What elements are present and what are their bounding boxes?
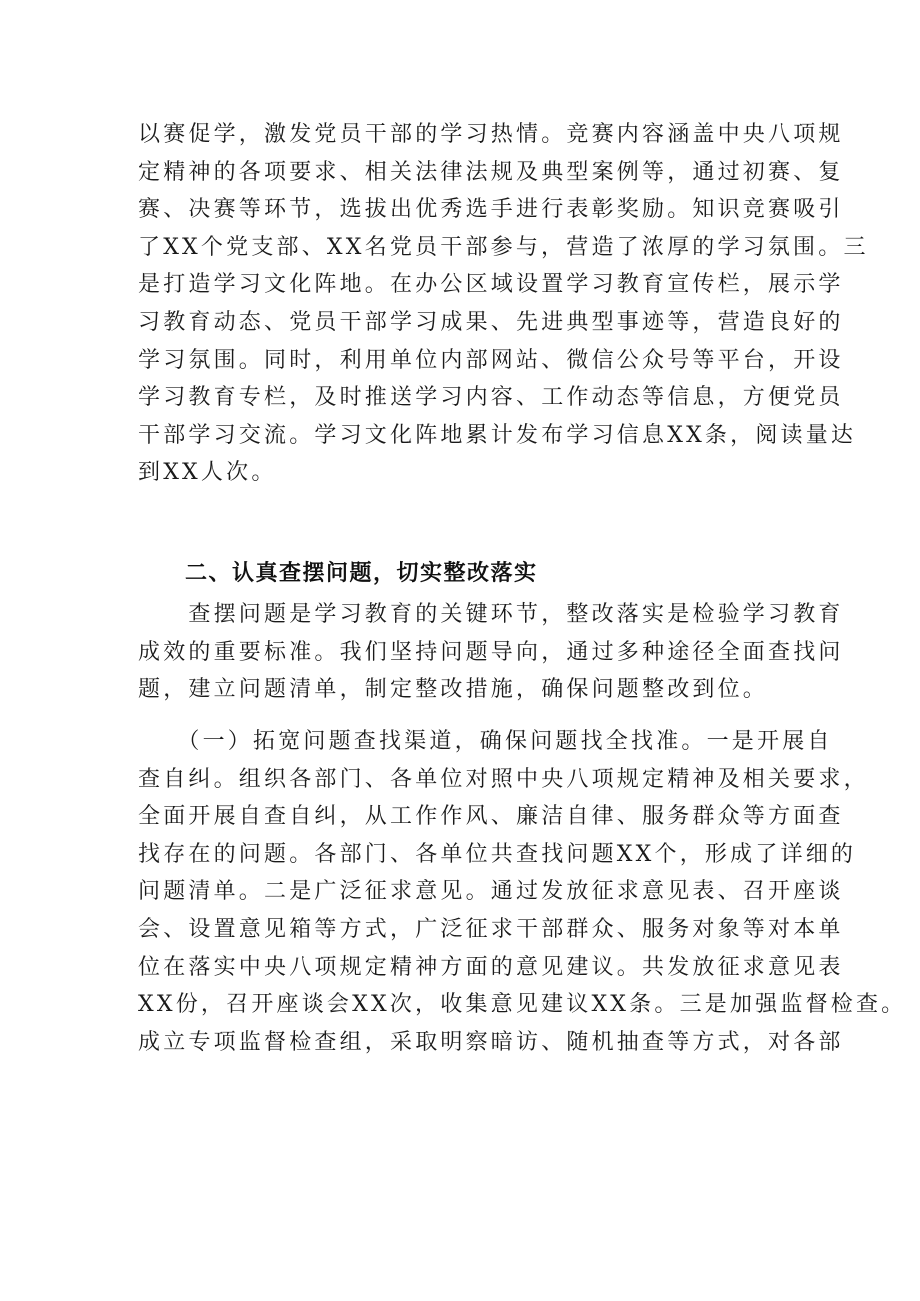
text-line: 到XX人次。 [138, 460, 277, 486]
text-line: 查自纠。组织各部门、各单位对照中央八项规定精神及相关要求， [138, 766, 869, 792]
text-line: 会、设置意见箱等方式，广泛征求干部群众、服务对象等对本单 [138, 916, 844, 942]
text-line: 干部学习交流。学习文化阵地累计发布学习信息XX条，阅读量达 [138, 422, 857, 448]
text-line: 赛、决赛等环节，选拔出优秀选手进行表彰奖励。知识竞赛吸引 [138, 197, 844, 223]
text-line: 位在落实中央八项规定精神方面的意见建议。共发放征求意见表 [138, 954, 844, 980]
text-line: 题，建立问题清单，制定整改措施，确保问题整改到位。 [138, 677, 769, 703]
text-line: 查摆问题是学习教育的关键环节，整改落实是检验学习教育 [138, 602, 844, 627]
text-line: 成立专项监督检查组，采取明察暗访、随机抽查等方式，对各部 [138, 1029, 844, 1055]
text-line: 定精神的各项要求、相关法律法规及典型案例等，通过初赛、复 [138, 159, 844, 185]
text-line: 学习氛围。同时，利用单位内部网站、微信公众号等平台，开设 [138, 347, 844, 373]
text-line: 找存在的问题。各部门、各单位共查找问题XX个，形成了详细的 [138, 841, 857, 867]
text-line: 是打造学习文化阵地。在办公区域设置学习教育宣传栏，展示学 [138, 272, 844, 298]
paragraph-learning-culture [138, 116, 869, 492]
text-line: 全面开展自查自纠，从工作作风、廉洁自律、服务群众等方面查 [138, 804, 844, 830]
text-line: 以赛促学，激发党员干部的学习热情。竞赛内容涵盖中央八项规 [138, 122, 844, 147]
paragraph-section-intro [138, 596, 844, 709]
text-line: XX份，召开座谈会XX次，收集意见建议XX条。三是加强监督检查。 [138, 992, 907, 1018]
section-heading: 二、认真查摆问题，切实整改落实 [185, 561, 538, 586]
text-line: （一）拓宽问题查找渠道，确保问题找全找准。一是开展自 [138, 729, 833, 754]
text-line: 成效的重要标准。我们坚持问题导向，通过多种途径全面查找问 [138, 639, 844, 665]
paragraph-problem-finding [138, 723, 907, 1061]
text-line: 习教育动态、党员干部学习成果、先进典型事迹等，营造良好的 [138, 309, 844, 335]
text-line: 了XX个党支部、XX名党员干部参与，营造了浓厚的学习氛围。三 [138, 234, 869, 260]
text-line: 问题清单。二是广泛征求意见。通过发放征求意见表、召开座谈 [138, 879, 844, 905]
text-line: 学习教育专栏，及时推送学习内容、工作动态等信息，方便党员 [138, 385, 844, 411]
